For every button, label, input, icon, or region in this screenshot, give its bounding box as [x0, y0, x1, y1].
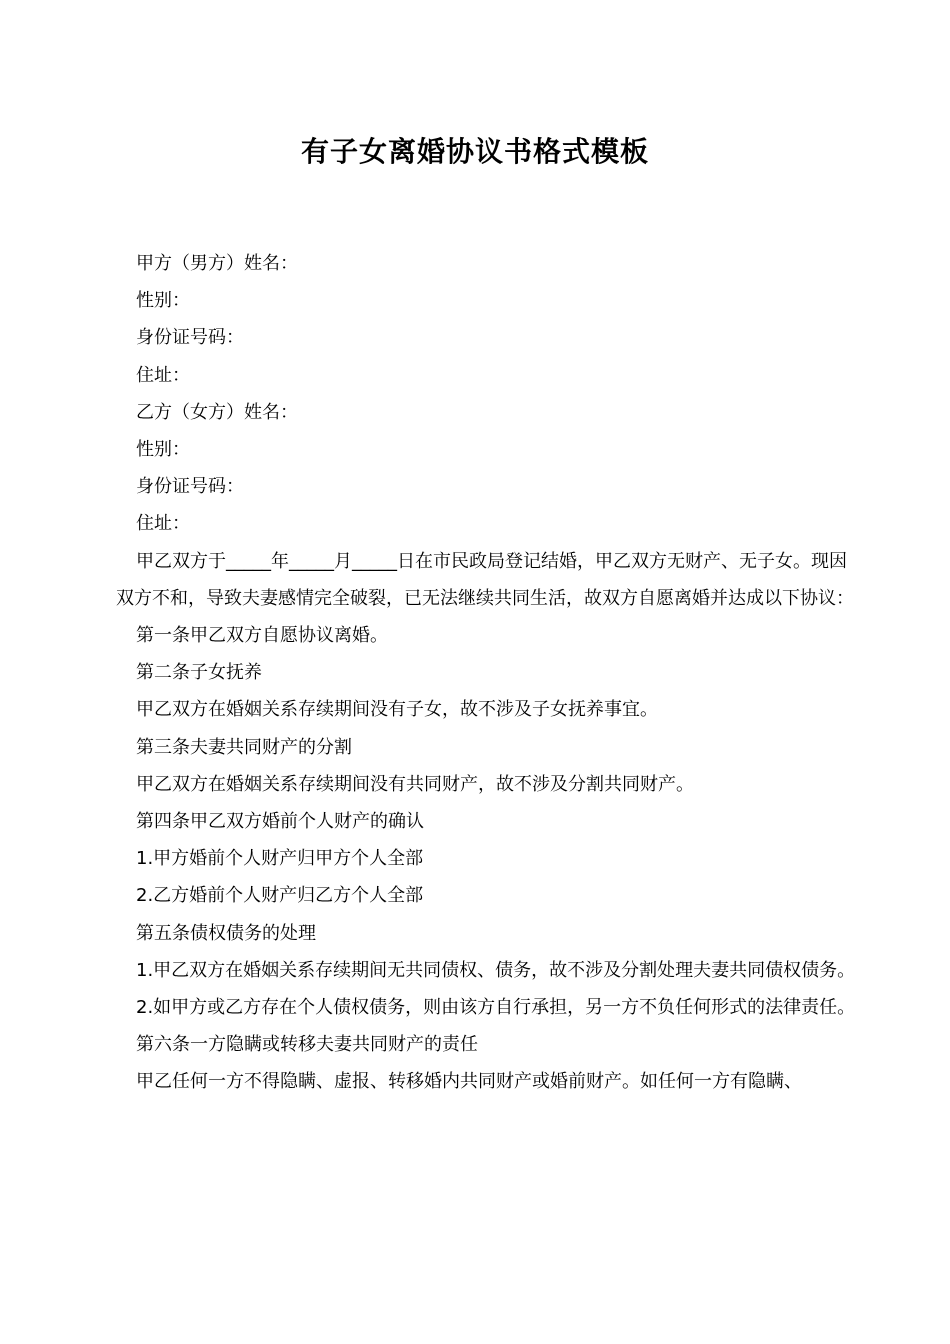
- article-4-item-2: 2.乙方婚前个人财产归乙方个人全部: [136, 885, 424, 907]
- article-2-content: 甲乙双方在婚姻关系存续期间没有子女，故不涉及子女抚养事宜。: [136, 699, 658, 721]
- party-b-name: 乙方（女方）姓名：: [136, 401, 298, 423]
- article-5-item-2: 2.如甲方或乙方存在个人债权债务，则由该方自行承担，另一方不负任何形式的法律责任。: [136, 997, 856, 1019]
- article-4-item-1: 1.甲方婚前个人财产归甲方个人全部: [136, 848, 424, 870]
- article-3-content: 甲乙双方在婚姻关系存续期间没有共同财产，故不涉及分割共同财产。: [136, 773, 694, 795]
- article-1: 第一条甲乙双方自愿协议离婚。: [136, 625, 388, 647]
- article-5-item-1: 1.甲乙双方在婚姻关系存续期间无共同债权、债务，故不涉及分割处理夫妻共同债权债务。: [136, 959, 856, 981]
- article-5-heading: 第五条债权债务的处理: [136, 922, 316, 944]
- article-2-heading: 第二条子女抚养: [136, 662, 262, 684]
- preamble-paragraph: 甲乙双方于_____年_____月_____日在市民政局登记结婚，甲乙双方无财产、无子女。现因双方不和，导致夫妻感情完全破裂，已无法继续共同生活，故双方自愿离婚并达成以下协议：: [116, 550, 854, 609]
- party-b-address: 住址：: [136, 513, 190, 535]
- party-a-address: 住址：: [136, 364, 190, 386]
- document-title: 有子女离婚协议书格式模板: [300, 135, 649, 168]
- party-a-gender: 性别：: [136, 290, 190, 312]
- party-a-id-number: 身份证号码：: [136, 327, 244, 349]
- article-6-heading: 第六条一方隐瞒或转移夫妻共同财产的责任: [136, 1034, 478, 1056]
- document-body: [116, 245, 856, 1101]
- article-6-content: 甲乙任何一方不得隐瞒、虚报、转移婚内共同财产或婚前财产。如任何一方有隐瞒、: [136, 1071, 802, 1093]
- article-3-heading: 第三条夫妻共同财产的分割: [136, 736, 352, 758]
- party-b-gender: 性别：: [136, 439, 190, 461]
- party-b-id-number: 身份证号码：: [136, 476, 244, 498]
- party-a-name: 甲方（男方）姓名：: [136, 253, 298, 274]
- article-4-heading: 第四条甲乙双方婚前个人财产的确认: [136, 811, 424, 833]
